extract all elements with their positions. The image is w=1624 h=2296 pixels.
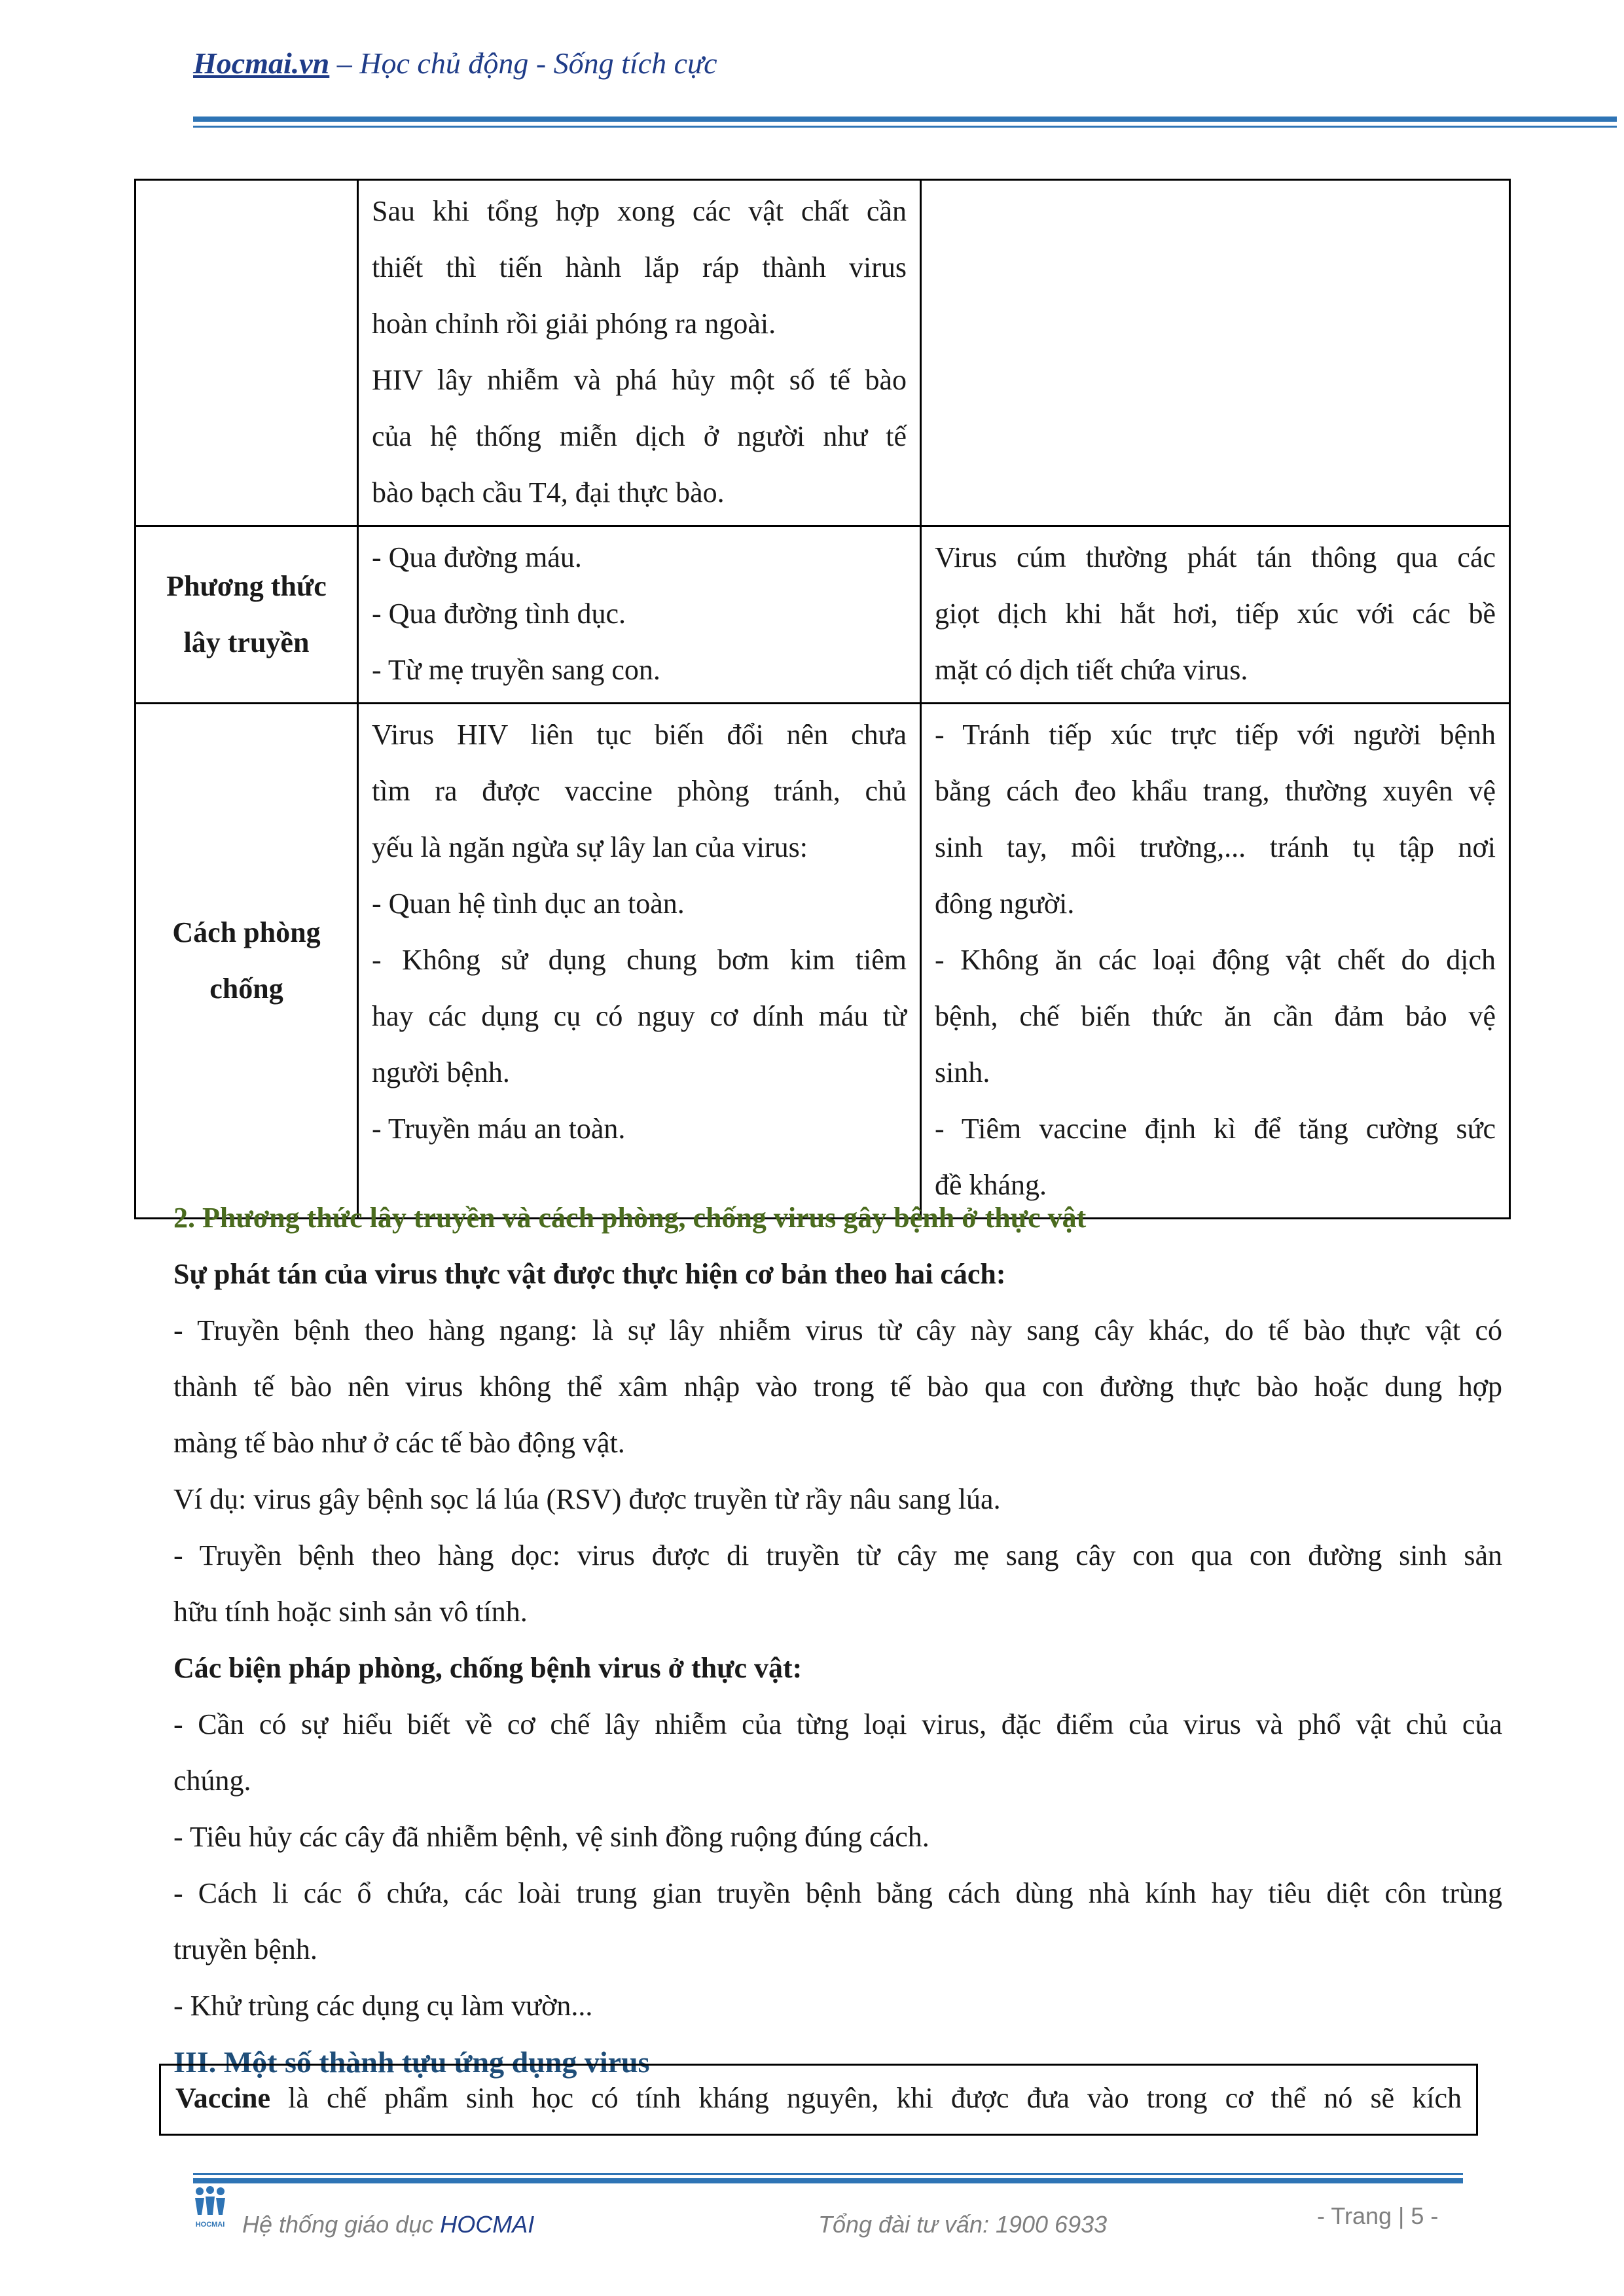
- footer-system-brand: HOCMAI: [440, 2211, 535, 2238]
- paragraph-line: chúng.: [173, 1765, 251, 1797]
- cell-line: yếu là ngăn ngừa sự lây lan của virus:: [372, 831, 808, 863]
- cell-line: Virus HIV liên tục biến đổi nên chưa: [372, 719, 907, 751]
- section-2-subheading-spread: Sự phát tán của virus thực vật được thực hiện cơ bản theo hai cách:: [173, 1258, 1006, 1290]
- cell-line: tìm ra được vaccine phòng tránh, chủ: [372, 775, 907, 807]
- vaccine-definition-text: là chế phẩm sinh học có tính kháng nguyên, khi được đưa vào trong cơ thể nó sẽ kích: [270, 2082, 1462, 2114]
- header-rule-thin: [193, 126, 1617, 128]
- cell-line: - Tiêm vaccine định kì để tăng cường sức: [935, 1113, 1496, 1145]
- cell-line: hoàn chỉnh rồi giải phóng ra ngoài.: [372, 308, 776, 340]
- cell-hiv-prevention: [358, 704, 921, 1219]
- virus-comparison-table: [134, 179, 1511, 1219]
- cell-line: - Không ăn các loại động vật chết do dịch: [935, 944, 1496, 976]
- cell-line: HIV lây nhiễm và phá hủy một số tế bào: [372, 364, 907, 396]
- cell-line: - Quan hệ tình dục an toàn.: [372, 888, 685, 920]
- hocmai-logo-icon: [191, 2186, 229, 2232]
- cell-line: bằng cách đeo khẩu trang, thường xuyên vệ: [935, 775, 1496, 807]
- cell-line: sinh.: [935, 1056, 990, 1088]
- cell-hiv-mechanism: [358, 180, 921, 526]
- row-head-transmission: [135, 526, 358, 704]
- section-3-heading: III. Một số thành tựu ứng dụng virus: [173, 2045, 650, 2079]
- cell-line: - Qua đường máu.: [372, 541, 582, 573]
- cell-line: - Từ mẹ truyền sang con.: [372, 654, 660, 686]
- cell-flu-mechanism-empty: [921, 180, 1510, 526]
- paragraph-line: - Khử trùng các dụng cụ làm vườn...: [173, 1990, 593, 2022]
- row-head-line: Cách phòng: [172, 916, 321, 948]
- cell-line: của hệ thống miễn dịch ở người như tế: [372, 420, 907, 452]
- page-header: [193, 46, 717, 81]
- table-row-mechanism-continued: [135, 180, 1510, 526]
- example-line: Ví dụ: virus gây bệnh sọc lá lúa (RSV) được truyền từ rầy nâu sang lúa.: [173, 1483, 1001, 1515]
- header-brand-link[interactable]: Hocmai.vn: [193, 46, 330, 80]
- cell-line: Virus cúm thường phát tán thông qua các: [935, 541, 1496, 573]
- row-head-line: chống: [209, 973, 283, 1005]
- cell-line: - Truyền máu an toàn.: [372, 1113, 626, 1145]
- paragraph-line: - Cần có sự hiểu biết về cơ chế lây nhiễm của từng loại virus, đặc điểm của virus và phổ vật chủ của: [173, 1708, 1502, 1740]
- row-head-line: lây truyền: [183, 626, 310, 658]
- paragraph-line: màng tế bào như ở các tế bào động vật.: [173, 1427, 625, 1459]
- row-head-empty: [135, 180, 358, 526]
- footer-system: [242, 2211, 534, 2238]
- cell-line: bào bạch cầu T4, đại thực bào.: [372, 476, 725, 509]
- cell-line: - Không sử dụng chung bơm kim tiêm: [372, 944, 907, 976]
- header-separator: –: [336, 46, 352, 80]
- cell-flu-prevention: [921, 704, 1510, 1219]
- cell-flu-transmission: [921, 526, 1510, 704]
- footer-hotline: Tổng đài tư vấn: 1900 6933: [818, 2211, 1108, 2238]
- cell-line: người bệnh.: [372, 1056, 510, 1088]
- header-rule-thick: [193, 117, 1617, 122]
- footer-system-prefix: Hệ thống giáo dục: [242, 2211, 441, 2238]
- paragraph-line: truyền bệnh.: [173, 1933, 317, 1965]
- cell-hiv-transmission: [358, 526, 921, 704]
- paragraph-line: - Truyền bệnh theo hàng ngang: là sự lây nhiễm virus từ cây này sang cây khác, do tế bào thực vật có: [173, 1314, 1502, 1346]
- cell-line: - Qua đường tình dục.: [372, 598, 626, 630]
- logo-wordmark: HOCMAI: [195, 2221, 225, 2229]
- paragraph-line: - Cách li các ổ chứa, các loài trung gian truyền bệnh bằng cách dùng nhà kính hay tiêu diệt côn trùng: [173, 1877, 1502, 1909]
- footer-rule-thick: [193, 2178, 1463, 2183]
- cell-line: mặt có dịch tiết chứa virus.: [935, 654, 1248, 686]
- section-2-heading: 2. Phương thức lây truyền và cách phòng, chống virus gây bệnh ở thực vật: [173, 1202, 1087, 1234]
- table-row-prevention: [135, 704, 1510, 1219]
- row-head-prevention: [135, 704, 358, 1219]
- paragraph-line: - Truyền bệnh theo hàng dọc: virus được di truyền từ cây mẹ sang cây con qua con đường sinh sản: [173, 1539, 1502, 1571]
- vaccine-definition-box: [159, 2064, 1478, 2136]
- paragraph-line: hữu tính hoặc sinh sản vô tính.: [173, 1596, 528, 1628]
- section-2-subheading-measures: Các biện pháp phòng, chống bệnh virus ở thực vật:: [173, 1652, 803, 1684]
- page-number: - Trang | 5 -: [1317, 2202, 1439, 2229]
- row-head-line: Phương thức: [166, 570, 327, 602]
- cell-line: đề kháng.: [935, 1169, 1047, 1201]
- table-row-transmission: [135, 526, 1510, 704]
- main-content: [173, 1190, 1502, 2090]
- cell-line: bệnh, chế biến thức ăn cần đảm bảo vệ: [935, 1000, 1496, 1032]
- cell-line: giọt dịch khi hắt hơi, tiếp xúc với các bề: [935, 598, 1496, 630]
- cell-line: hay các dụng cụ có nguy cơ dính máu từ: [372, 1000, 907, 1032]
- cell-line: Sau khi tổng hợp xong các vật chất cần: [372, 195, 907, 227]
- footer-rule-thin: [193, 2173, 1463, 2175]
- paragraph-line: thành tế bào nên virus không thể xâm nhập vào trong tế bào qua con đường thực bào hoặc dung hợp: [173, 1371, 1502, 1403]
- cell-line: sinh tay, môi trường,... tránh tụ tập nơi: [935, 831, 1496, 863]
- cell-line: đông người.: [935, 888, 1075, 920]
- cell-line: thiết thì tiến hành lắp ráp thành virus: [372, 251, 907, 283]
- header-slogan: Học chủ động - Sống tích cực: [359, 46, 717, 80]
- vaccine-term: Vaccine: [175, 2082, 271, 2114]
- cell-line: - Tránh tiếp xúc trực tiếp với người bệnh: [935, 719, 1496, 751]
- paragraph-line: - Tiêu hủy các cây đã nhiễm bệnh, vệ sinh đồng ruộng đúng cách.: [173, 1821, 929, 1853]
